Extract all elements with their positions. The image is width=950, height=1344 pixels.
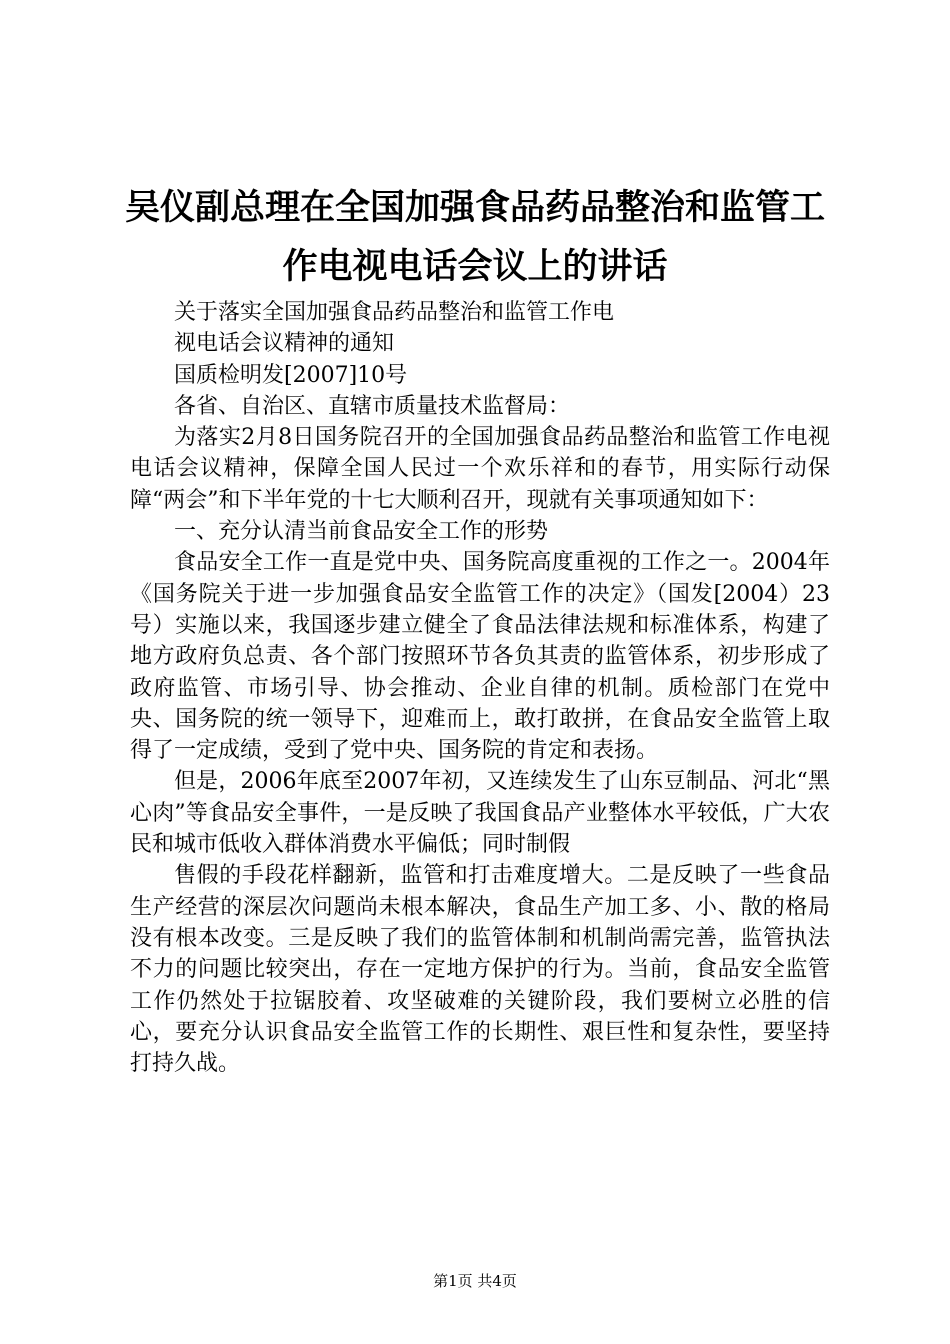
section-heading: 一、充分认清当前食品安全工作的形势	[174, 519, 549, 545]
addressee: 各省、自治区、直辖市质量技术监督局：	[174, 393, 571, 419]
page-footer: 第1页 共4页	[433, 1272, 517, 1290]
document-number: 国质检明发[2007]10号	[174, 362, 408, 388]
document-title-line-2: 作电视电话会议上的讲话	[282, 247, 668, 287]
body-paragraph: 但是，2006年底至2007年初，又连续发生了山东豆制品、河北“黑心肉”等食品安全事件，一是反映了我国食品产业整体水平较低，广大农民和城市低收入群体消费水平偏低；同时制假	[130, 769, 830, 858]
notice-title-line-1: 关于落实全国加强食品药品整治和监管工作电	[174, 300, 615, 325]
body-paragraph: 为落实2月8日国务院召开的全国加强食品药品整治和监管工作电视电话会议精神，保障全国人民过一个欢乐祥和的春节，用实际行动保障“两会”和下半年党的十七大顺利召开，现就有关事项通知如下：	[130, 425, 830, 513]
document-title-line-1: 吴仪副总理在全国加强食品药品整治和监管工	[124, 188, 825, 228]
body-paragraph: 售假的手段花样翻新，监管和打击难度增大。二是反映了一些食品生产经营的深层次问题尚未根本解决，食品生产加工多、小、散的格局没有根本改变。三是反映了我们的监管体制和机制尚需完善，监管执法不力的问题比较突出，存在一定地方保护的行为。当前，食品安全监管工作仍然处于拉锯胶着、攻坚破难的关键阶段，我们要树立必胜的信心，要充分认识食品安全监管工作的长期性、艰巨性和复杂性，要坚持打持久战。	[130, 863, 830, 1077]
document-body	[130, 297, 830, 1079]
body-paragraph: 食品安全工作一直是党中央、国务院高度重视的工作之一。2004年《国务院关于进一步加强食品安全监管工作的决定》（国发[2004）23号）实施以来，我国逐步建立健全了食品法律法规和标准体系，构建了地方政府负总责、各个部门按照环节各负其责的监管体系，初步形成了政府监管、市场引导、协会推动、企业自律的机制。质检部门在党中央、国务院的统一领导下，迎难而上，敢打敢拼，在食品安全监管上取得了一定成绩，受到了党中央、国务院的肯定和表扬。	[130, 550, 830, 764]
notice-title-line-2: 视电话会议精神的通知	[174, 331, 395, 357]
